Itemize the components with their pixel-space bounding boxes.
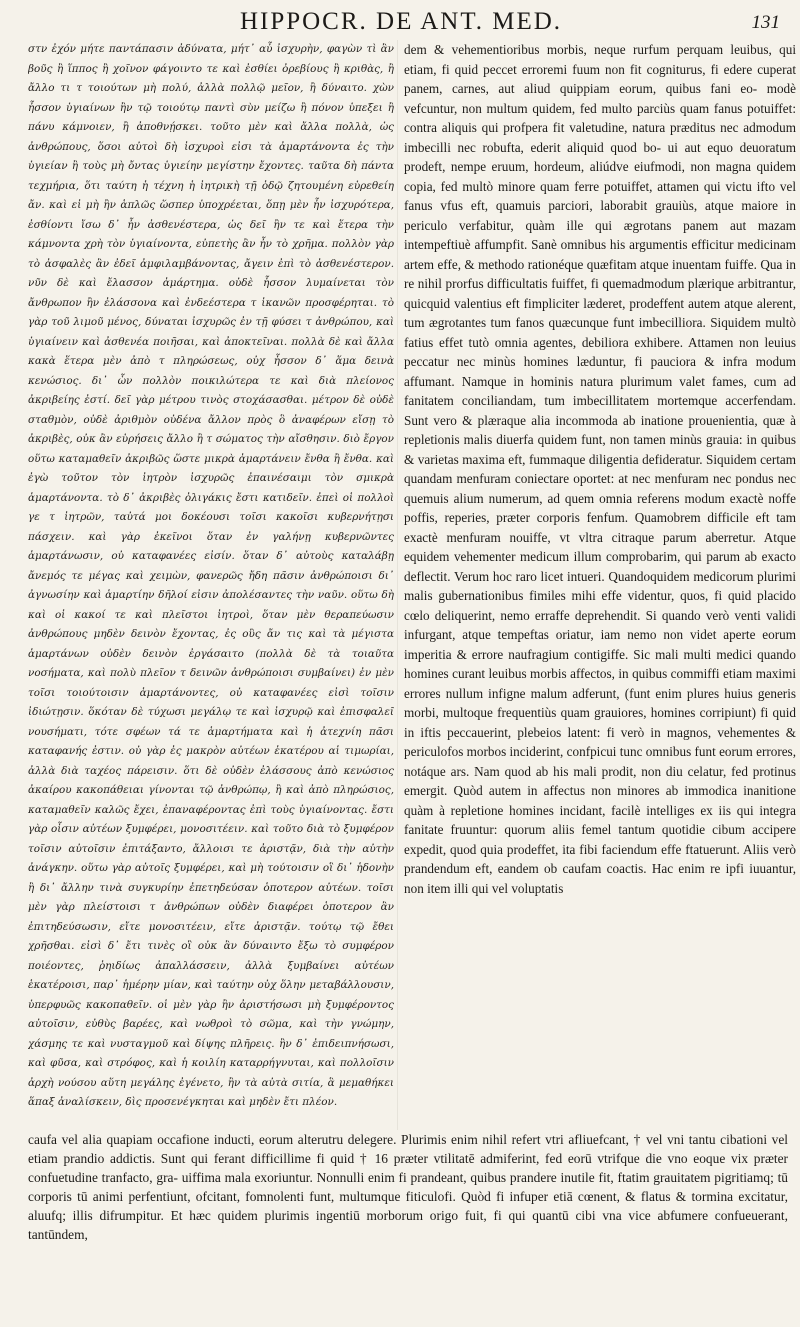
running-head: HIPPOCR. DE ANT. MED. [239, 8, 563, 35]
full-width-latin-continuation [28, 1130, 788, 1320]
greek-column [28, 40, 394, 1146]
continuation-text: caufa vel alia quapiam occafione inducti, eorum alterutru delegere. Plurimis enim nihil refert vtri afliuefcant, † vel vni tantu cibationi vel etiam prandio addictis. Sunt qui ferant difficillime fi quid † 16 præter vtilitatē admiferint, fed eorū vtrifque die vno eoque vix præter confuetudine tranfacto, gra- uiffima mala exoriuntur. Nonnulli enim fi prandeant, quibus prandere inutile fit, ftatim grauitatem pigritiamq; tū corporis tū animi perfentiunt, ofcitant, fomnolenti funt, multumque fiticulofi. Quòd fi infuper etiā cœnent, & flatus & tormina excitatur, aluufq; illis difrumpitur. Et hæc quidem plurimis ingentiū morborum origo fuit, fi qui quantū cibi vna vice abfumere confueuerant, tantūndem, [28, 1132, 788, 1242]
latin-column [404, 40, 796, 1146]
page-number: 131 [751, 12, 780, 33]
two-column-body [28, 40, 796, 1280]
page-header [0, 8, 800, 42]
latin-text: dem & vehementioribus morbis, neque rurfum perquam leuibus, qui etiam, fi quid peccet erroremi fuum non fit cogniturus, fi edere cuperat panem, carnes, aut aliud quippiam eorum, quibus fani eo- modè vefcuntur, non multum quidem, fed multo parciùs quam fanus potuiffet: contra aliquis qui profpera fit valetudine, natura præditus nec admodum imbecilli nec robufta, ederit aliquid quod bo- ui aut equo deuoratum prodeft, nempe eruum, hordeum, aliúdve eiufmodi, non magna quidem copia, fed multò minore quam ferre potuiffet, attamen qui victu ifto vel fanus vfus eft, quamuis parciori, laborabit grauiùs, atque maiore in periculo verfabitur, quàm ille qui ægrotans panem aut mazam intempeftiuè affumpfit. Sanè omnibus his argumentis efficitur medicinam artem effe, & methodo rationéque quæfitam atque inuentam fuiffe. Qua in re nihil prorfus difficultatis fuiffet, fi quemadmodum plærique arbitrantur, quicquid valentius eft fimpliciter læderet, prodeffent autem atque alerent, tum ægrotantes tum fanos quæcunque funt imbecilliora. Siquidem multò fatius effet tutò omnia agentes, debiliora exhibere. Attamen non leuius peccatur nec minùs homines læduntur, fi pauciora & infra modum affumant. Namque in hominis natura plurimum valet fames, cum ad fanitatem conciliandam, tum imbecillitatem mortemque accerfendam. Sunt vero & plæraque alia incommoda ab inatione prouenientia, quæ à repletionis malis diuerfa quidem funt, non tamen minùs grauia: in quibus & varietas maxima eft, fummaque diligentia defideratur. Siquidem certam quandam menfuram coniectare oportet: at nec menfuram nec pondus nec quemuis alium numerum, ad quem omnia referens modum exactè noffe poffis, reperies, præter corporis fenfum. Quamobrem difficile eft tam exactè menfuram nouiffe, vt vltra citraque parum aberretur. Atque equidem vehementer medicum illum comprobarim, qui parum ab exacto deflectit. Verum hoc raro licet intueri. Quandoquidem medicorum plurimi malis gubernationibus fimiles mihi effe videntur, quos, fi quid placido cœlo deliquerint, nemo erraffe deprehendit. Si quando verò venti validi infurgant, atque tempeftas oriatur, iam nemo non videt aperte eorum imperitia & errore naufragium contigiffe. Sic mali multi medici quando homines curant leuibus morbis affectos, in quibus commiffi etiam maximi errores nullum infigne malum adferunt, (funt enim plures huius generis morbi, multoque frequentiùs quam grauiores, homines corripiunt) fi quid in iftis peccauerint, plebeios latent: fi verò in magnos, vehementes & periculofos morbos inciderint, confpicui tunc omnibus funt eorum errores, notáque ars. Nam quod ab his mali prodit, non diu celatur, fed protinus emergit. Quòd autem in affectus non minores ab immodica inanitione quàm à repletione homines incidant, facilè intelliges ex iis qui integra fanitate fruuntur: quorum aliis femel tantum quotidie cibum accipere expedit, quod quia prodeffet, ita fibi faciendum effe ftatuerunt. Aliis verò prandendum eft, eandem ob caufam coactis. Hac enim re ipfi iuuantur, non item illi qui vel voluptatis [404, 42, 796, 896]
greek-text: στν ἐχόν μήτε παντάπασιν ἀδύνατα, μήτ᾽ αὖ ἰσχυρὴν, φαγὼν τὶ ἂν βοῦς ἢ ἵππος ἢ χοῖνον φάγοιντο τε καὶ ἐσθίει ὀρεβίους ἢ κριθὰς, ἢ ἄλλο τι τ τοιούτων μὴ πολύ, ἀλλὰ πολλῷ μεῖον, ἢ δύναιτο. χὼν ἦσσον ὑγιαίνων ἢν τῷ τοιούτῳ παντὶ σὺν μείζω ἢ πόνον ὑπεξει ἢ πάνυ κάμνοιεν, ἢ ἀποθνῄσκει. τοῦτο μὲν καὶ ἄλλα πολλὰ, ὡς ἀνθρώπους, ὅσοι αὐτοὶ δὴ ἰσχυροὶ εἰσι τὰ ἀμαρτάνοντα ἐς τὴν ὑγιείαν ἢ τοὺς μὴ ὄντας ὑγιείην μεγίστην ἔχοντες. ταῦτα δὴ πάντα τεχμήρια, ὅτι ταύτη ἡ τέχνη ἡ ἰητρικὴ τῇ ὁδῷ ζητουμένη εὑρεθείη ἄν. καὶ εἰ μὴ ἢν ἁπλῶς ὥσπερ ὑποχρέεται, ὅπῃ μὲν ἦν ἰσχυρότερα, ἐσθίοντι ἴσω δ᾽ ἦν ἀσθενέστερα, ὡς δεῖ ἢν τε καὶ ἕτερα τὴν κάμνοντα χρὴ τὸν ὑγιαίνοντα, εὐπετὴς ἂν ἦν τὸ χρῆμα. πολλὸν γὰρ τὸ ἀσφαλὲς ἂν ἐδεῖ ἀμφιλαμβάνοντας, ἄγειν ἐπὶ τὸ ἀσθενέστερον. νῦν δὲ καὶ ἔλασσον ἁμάρτημα. οὐδὲ ἧσσον λυμαίνεται τὸν ἄνθρωπον ἢν ἐλάσσονα καὶ ἐνδεέστερα τ ἱκανῶν προσφέρηται. τὸ γὰρ τοῦ λιμοῦ μένος, δύναται ἰσχυρῶς ἐν τῇ φύσει τ ἀνθρώπου, καὶ ὑγιαίνειν καὶ ἀσθενέα ποιῆσαι, καὶ ἀποκτεῖναι. πολλὰ δὲ καὶ ἄλλα κακὰ ἕτερα μὲν ἀπὸ τ πληρώσεως, οὐχ ἧσσον δ᾽ ἅμα δεινὰ κενώσιος. δι᾽ ὧν πολλὸν ποικιλώτερα τε καὶ διὰ πλείονος ἀκριβείης ἐστί. δεῖ γὰρ μέτρου τινὸς στοχάσασθαι. μέτρον δὲ οὐδὲ σταθμὸν, οὐδὲ ἀριθμὸν οὐδένα ἄλλον πρὸς ὃ ἀναφέρων εἴσῃ τὸ ἀκριβὲς, οὐκ ἂν εὑρήσεις ἄλλο ἢ τ σώματος τὴν αἴσθησιν. διὸ ἔργον οὕτω καταμαθεῖν ἀκριβῶς ὥστε μικρὰ ἁμαρτάνειν ἔνθα ἢ ἔνθα. καὶ ἐγὼ τοῦτον τὸν ἰητρὸν ἰσχυρῶς ἐπαινέσαιμι τὸν σμικρὰ ἁμαρτάνοντα. τὸ δ᾽ ἀκριβὲς ὀλιγάκις ἔστι κατιδεῖν. ἐπεὶ οἱ πολλοὶ γε τ ἰητρῶν, ταὐτά μοι δοκέουσι τοῖσι κακοῖσι κυβερνήτῃσι πάσχειν. καὶ γὰρ ἐκεῖνοι ὅταν ἐν γαλήνῃ κυβερνῶντες ἁμαρτάνωσιν, οὐ καταφανέες εἰσίν. ὅταν δ᾽ αὐτοὺς καταλάβῃ ἄνεμός τε μέγας καὶ χειμὼν, φανερῶς ἤδη πᾶσιν ἀνθρώποισι δι᾽ ἀγνωσίην καὶ ἁμαρτίην δῆλοί εἰσιν ἀπολέσαντες τὴν ναῦν. οὕτω δὴ καὶ οἱ κακοί τε καὶ πλεῖστοι ἰητροὶ, ὅταν μὲν θεραπεύωσιν ἀνθρώπους μηδὲν δεινὸν ἔχοντας, ἐς οὓς ἄν τις καὶ τὰ μέγιστα ἁμαρτάνων οὐδὲν δεινὸν ἐργάσαιτο (πολλὰ δὲ τὰ τοιαῦτα νοσήματα, καὶ πολὺ πλεῖον τ δεινῶν ἀνθρώποισι συμβαίνει) ἐν μὲν τοῖσι τοιούτοισιν ἁμαρτάνοντες, οὐ καταφανέες εἰσὶ τοῖσιν ἰδιώτῃσιν. ὅκόταν δὲ τύχωσι μεγάλῳ τε καὶ ἰσχυρῷ καὶ ἐπισφαλεῖ νουσήματι, τότε σφέων τά τε ἁμαρτήματα καὶ ἡ ἀτεχνίη πᾶσι καταφανής ἐστιν. οὐ γὰρ ἐς μακρὸν αὐτέων ἑκατέρου αἱ τιμωρίαι, ἀλλὰ διὰ ταχέος πάρεισιν. ὅτι δὲ οὐδὲν ἐλάσσους ἀπὸ κενώσιος ἀκαίρου κακοπάθειαι γίνονται τῷ ἀνθρώπῳ, ἢ καὶ ἀπὸ πληρώσιος, καταμαθεῖν καλῶς ἔχει, ἐπαναφέροντας ἐπὶ τοὺς ὑγιαίνοντας. ἔστι γὰρ οἷσιν αὐτέων ξυμφέρει, μονοσιτέειν. καὶ τοῦτο διὰ τὸ ξυμφέρον τοῖσιν αὐτοῖσιν ἐπιτάξαντο, ἄλλοισι τε ἀριστᾷν, διὰ τὴν αὐτὴν ἀνάγκην. οὕτω γὰρ αὐτοῖς ξυμφέρει, καὶ μὴ τούτοισιν οἳ δι᾽ ἡδονὴν ἢ δι᾽ ἄλλην τινὰ συγκυρίην ἐπετηδεύσαν ὁποτερον αὐτέων. τοῖσι μὲν γὰρ πλείστοισι τ ἀνθρώπων οὐδὲν διαφέρει ὁποτερον ἂν ἐπιτηδεύσωσιν, εἴτε μονοσιτέειν, εἴτε ἀριστᾷν. τούτῳ τῷ ἔθει χρῆσθαι. εἰσὶ δ᾽ ἔτι τινὲς οἳ οὐκ ἂν δύναιντο ἔξω τὸ συμφέρον ποιέοντες, ῥηιδίως ἀπαλλάσσειν, ἀλλὰ ξυμβαίνει αὐτέων ἑκατέροισι, παρ᾽ ἡμέρην μίαν, καὶ ταύτην οὐχ ὅλην μεταβάλλουσιν, ὑπερφυῶς κακοπαθεῖν. οἱ μὲν γὰρ ἢν ἀριστήσωσι μὴ ξυμφέροντος αὐτοῖσιν, εὐθὺς βαρέες, καὶ νωθροὶ τὸ σῶμα, καὶ τὴν γνώμην, χάσμης τε καὶ νυσταγμοῦ καὶ δίψης πλῆρεις. ἢν δ᾽ ἐπιδειπνήσωσι, καὶ φῦσα, καὶ στρόφος, καὶ ἡ κοιλίη καταρρήγνυται, καὶ πολλοῖσιν ἀρχὴ νούσου αὕτη μεγάλης ἐγένετο, ἢν τὰ αὐτὰ σιτία, ἃ μεμαθήκει ἅπαξ ἀναλίσκειν, δὶς προσενέγκηται καὶ μηδὲν ἔτι πλέον. [28, 43, 394, 1108]
